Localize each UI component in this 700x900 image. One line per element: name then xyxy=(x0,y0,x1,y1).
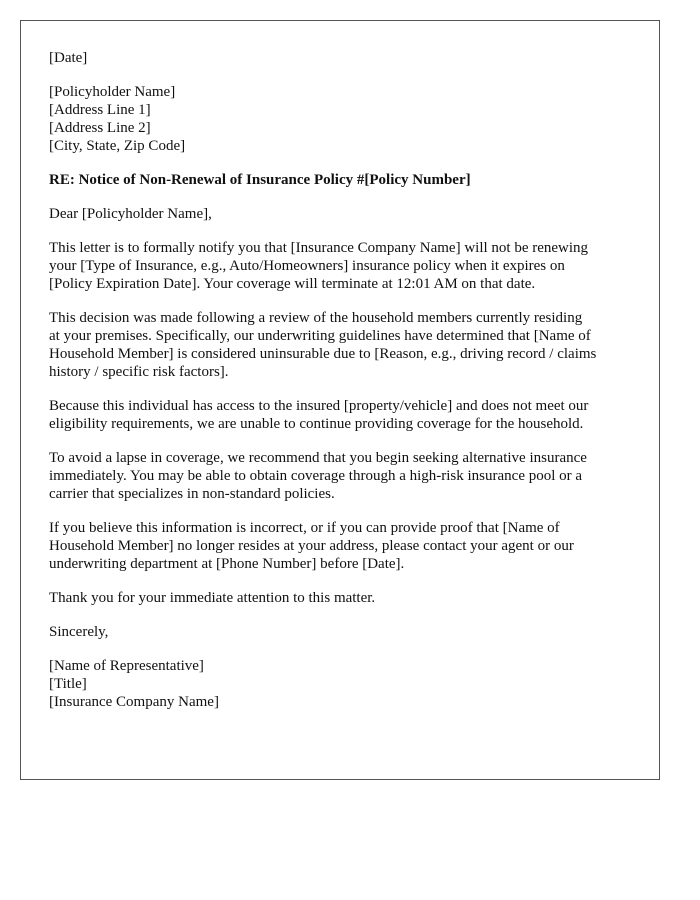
recipient-address-line-1: [Address Line 1] xyxy=(49,102,151,118)
closing: Sincerely, xyxy=(49,624,109,640)
paragraph-line: at your premises. Specifically, our underwriting guidelines have determined that [Name of xyxy=(49,328,591,344)
body-paragraph-2 xyxy=(49,309,641,381)
paragraph-line: To avoid a lapse in coverage, we recommend that you begin seeking alternative insurance xyxy=(49,450,587,466)
closing-block xyxy=(49,623,641,641)
signature-company: [Insurance Company Name] xyxy=(49,694,219,710)
signature-name: [Name of Representative] xyxy=(49,658,204,674)
paragraph-line: [Policy Expiration Date]. Your coverage will terminate at 12:01 AM on that date. xyxy=(49,276,536,292)
letter-date: [Date] xyxy=(49,50,88,66)
letter-page xyxy=(20,20,660,780)
letter-body xyxy=(49,49,641,727)
subject-block xyxy=(49,171,641,189)
recipient-address-line-2: [Address Line 2] xyxy=(49,120,151,136)
paragraph-line: If you believe this information is incorrect, or if you can provide proof that [Name of xyxy=(49,520,560,536)
date-block xyxy=(49,49,641,67)
recipient-address-block xyxy=(49,83,641,155)
paragraph-line: history / specific risk factors]. xyxy=(49,364,229,380)
paragraph-line: Household Member] no longer resides at your address, please contact your agent or our xyxy=(49,538,574,554)
signature-block xyxy=(49,657,641,711)
paragraph-line: eligibility requirements, we are unable to continue providing coverage for the household. xyxy=(49,416,584,432)
paragraph-line: This letter is to formally notify you that [Insurance Company Name] will not be renewing xyxy=(49,240,589,256)
paragraph-line: underwriting department at [Phone Number] before [Date]. xyxy=(49,556,405,572)
signature-title: [Title] xyxy=(49,676,87,692)
recipient-city-state-zip: [City, State, Zip Code] xyxy=(49,138,186,154)
paragraph-line: Because this individual has access to the insured [property/vehicle] and does not meet our xyxy=(49,398,589,414)
body-paragraph-6 xyxy=(49,589,641,607)
paragraph-line: carrier that specializes in non-standard policies. xyxy=(49,486,335,502)
salutation-block xyxy=(49,205,641,223)
paragraph-line: immediately. You may be able to obtain coverage through a high-risk insurance pool or a xyxy=(49,468,583,484)
body-paragraph-1 xyxy=(49,239,641,293)
paragraph-line: Household Member] is considered uninsurable due to [Reason, e.g., driving record / claims xyxy=(49,346,597,362)
subject-line: RE: Notice of Non-Renewal of Insurance Policy #[Policy Number] xyxy=(49,172,471,188)
paragraph-line: your [Type of Insurance, e.g., Auto/Homeowners] insurance policy when it expires on xyxy=(49,258,565,274)
body-paragraph-5 xyxy=(49,519,641,573)
recipient-name: [Policyholder Name] xyxy=(49,84,176,100)
salutation: Dear [Policyholder Name], xyxy=(49,206,212,222)
body-paragraph-4 xyxy=(49,449,641,503)
body-paragraph-3 xyxy=(49,397,641,433)
paragraph-line: Thank you for your immediate attention to this matter. xyxy=(49,590,376,606)
paragraph-line: This decision was made following a review of the household members currently residing xyxy=(49,310,583,326)
